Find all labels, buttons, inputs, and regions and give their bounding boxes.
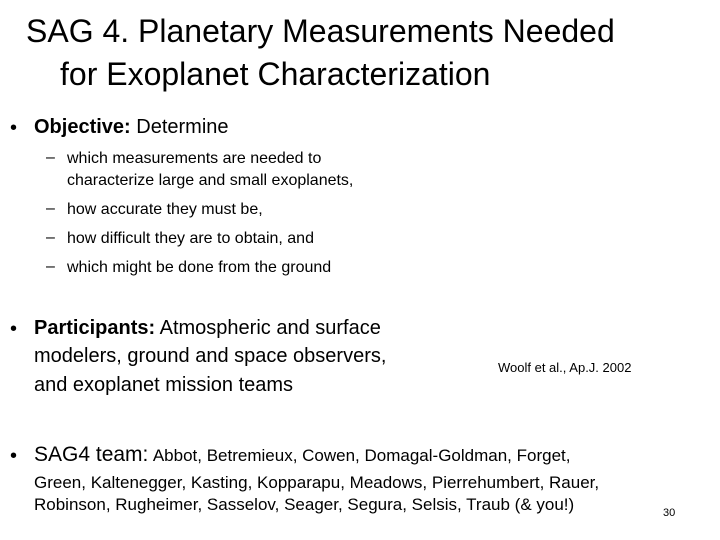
- bullet-icon: •: [10, 445, 18, 467]
- objective-text: Determine: [136, 116, 229, 138]
- dash-icon: –: [46, 149, 55, 166]
- slide-title-line1: SAG 4. Planetary Measurements Needed: [26, 13, 615, 49]
- participants-text: Atmospheric and surface: [159, 317, 381, 339]
- participants-line3: and exoplanet mission teams: [34, 374, 294, 396]
- objective-item: how difficult they are to obtain, and: [67, 230, 314, 247]
- objective-item: how accurate they must be,: [67, 201, 263, 218]
- dash-icon: –: [46, 200, 55, 217]
- bullet-icon: •: [10, 117, 18, 139]
- team-line1: [34, 443, 570, 467]
- objective-item: which measurements are needed to: [67, 150, 322, 167]
- objective-item: which might be done from the ground: [67, 259, 332, 276]
- citation: Woolf et al., Ap.J. 2002: [498, 360, 632, 375]
- page-number: 30: [663, 507, 676, 519]
- objective-item: characterize large and small exoplanets,: [67, 172, 354, 189]
- participants-line2: modelers, ground and space observers,: [34, 345, 387, 367]
- team-names-line2: Green, Kaltenegger, Kasting, Kopparapu, Meadows, Pierrehumbert, Rauer,: [34, 473, 600, 492]
- dash-icon: –: [46, 229, 55, 246]
- participants-label: Participants:: [34, 317, 156, 339]
- team-names-line3: Robinson, Rugheimer, Sasselov, Seager, Segura, Selsis, Traub (& you!): [34, 495, 575, 514]
- objective-label: Objective:: [34, 116, 131, 138]
- bullet-icon: •: [10, 318, 18, 340]
- slide-title-line2: for Exoplanet Characterization: [60, 56, 491, 92]
- team-names-line1: Abbot, Betremieux, Cowen, Domagal-Goldman, Forget,: [152, 446, 571, 465]
- team-label: SAG4 team:: [34, 443, 149, 466]
- dash-icon: –: [46, 258, 55, 275]
- participants-line1: [34, 317, 381, 340]
- objective-line: [34, 116, 229, 139]
